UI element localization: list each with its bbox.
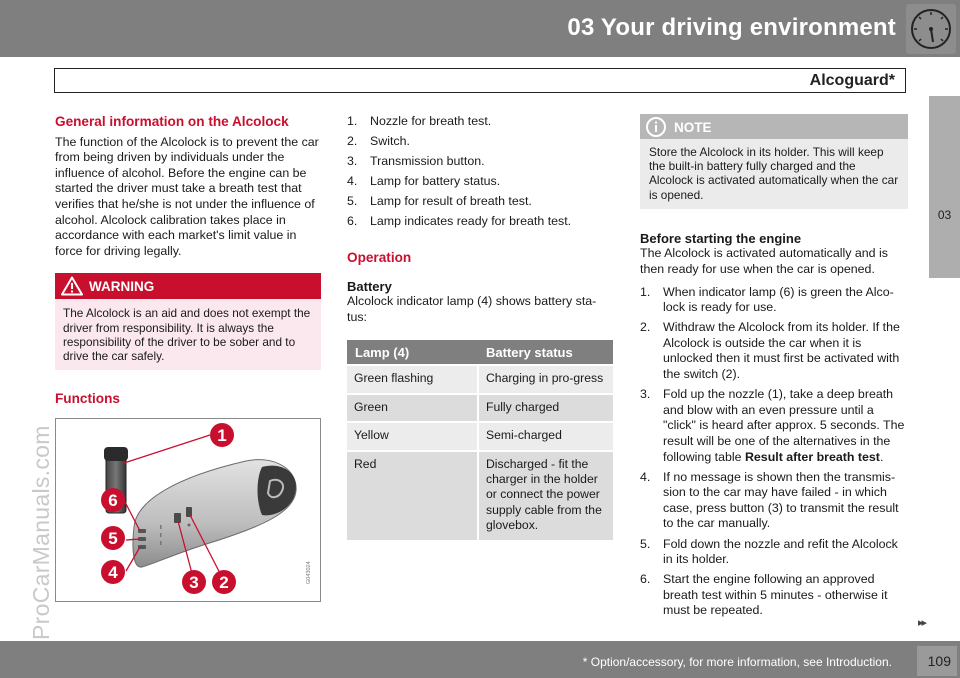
continue-arrow-icon: ▸▸ xyxy=(918,617,926,629)
page-number: 109 xyxy=(927,653,951,669)
note-header xyxy=(640,114,908,139)
battery-paragraph: Alcolock indicator lamp (4) shows battery sta-tus: xyxy=(347,294,597,324)
table-cell: Yellow xyxy=(347,422,478,450)
note-box xyxy=(640,114,908,209)
right-column xyxy=(640,114,908,623)
parts-list xyxy=(347,114,613,230)
list-item: 1. Nozzle for breath test. xyxy=(347,114,492,128)
left-column xyxy=(55,114,321,602)
footnote: * Option/accessory, for more information, see Introduction. xyxy=(582,655,892,669)
callout-2 xyxy=(212,570,236,594)
svg-text:1: 1 xyxy=(217,425,227,445)
table-cell: Fully charged xyxy=(478,394,613,422)
svg-text:3: 3 xyxy=(189,572,199,592)
image-code: G043024 xyxy=(306,561,312,584)
battery-heading: Battery xyxy=(347,278,392,294)
list-item: 4. If no message is shown then the transmis-sion to the car may have failed - in which case, press button (3) to transmit the result to the car manually. xyxy=(640,469,899,531)
table-row xyxy=(347,451,613,540)
steps-list xyxy=(640,285,908,619)
list-item: 4. Lamp for battery status. xyxy=(347,174,501,189)
table-header-cell: Lamp (4) xyxy=(347,340,478,365)
header-band xyxy=(0,0,960,57)
middle-column xyxy=(347,114,613,540)
list-item: 3. Fold up the nozzle (1), take a deep breath and blow with an even pressure until a "click" is heard after approx. 5 seconds. The result will be one of the alternatives in the following table Result after breath test. xyxy=(640,387,905,464)
list-item: 6. Lamp indicates ready for breath test. xyxy=(347,214,572,229)
speedometer-gauge-icon xyxy=(906,4,956,54)
callout-4 xyxy=(101,560,125,584)
table-cell: Charging in pro-gress xyxy=(478,365,613,393)
list-item: 6. Start the engine following an approved breath test within 5 minutes - otherwise it must be repeated. xyxy=(640,572,888,618)
table-cell: Green xyxy=(347,394,478,422)
table-row xyxy=(347,394,613,422)
functions-heading: Functions xyxy=(55,391,120,407)
svg-text:5: 5 xyxy=(108,528,118,548)
section-bar xyxy=(54,68,906,93)
svg-text:4: 4 xyxy=(108,562,118,582)
svg-text:2: 2 xyxy=(219,572,229,592)
side-tab-label: 03 xyxy=(937,208,952,222)
page-number-box xyxy=(917,646,957,676)
table-cell: Discharged - fit the charger in the holder or connect the power supply cable from the glovebox. xyxy=(478,451,613,540)
svg-text:6: 6 xyxy=(108,490,118,510)
table-cell: Red xyxy=(347,451,478,540)
table-cell: Semi-charged xyxy=(478,422,613,450)
list-item: 3. Transmission button. xyxy=(347,154,485,169)
before-starting-heading: Before starting the engine xyxy=(640,230,802,246)
list-item: 1. When indicator lamp (6) is green the Alco-lock is ready for use. xyxy=(640,284,894,315)
list-item: 2. Withdraw the Alcolock from its holder. If the Alcolock is outside the car when it is unlocked then it must first be activated with the switch (2). xyxy=(640,320,900,382)
callout-1 xyxy=(210,423,234,447)
operation-heading: Operation xyxy=(347,250,412,266)
table-header-row xyxy=(347,340,613,365)
intro-paragraph: The function of the Alcolock is to prevent the car from being driven by individuals under the influence of alcohol. Before the engine can be started the driver must take a breath test that verifies that he/she is not under the influence of alcohol. Alcolock calibration takes place in accordance with each market's limit value in force for driving legally. xyxy=(55,134,319,258)
table-row xyxy=(347,422,613,450)
section-title: Alcoguard* xyxy=(809,72,895,89)
chapter-side-tab xyxy=(929,96,960,278)
callout-6 xyxy=(101,488,125,512)
note-label: NOTE xyxy=(674,120,712,135)
list-item: 5. Lamp for result of breath test. xyxy=(347,194,532,209)
warning-text: The Alcolock is an aid and does not exempt the driver from responsibility. It is always the responsibility of the driver to be sober and to drive the car safely. xyxy=(63,306,311,363)
table-row xyxy=(347,365,613,393)
list-item: 2. Switch. xyxy=(347,134,410,149)
note-text: Store the Alcolock in its holder. This will keep the built-in battery fully charged and the Alcolock is activated automatically when the car is opened. xyxy=(649,145,899,202)
before-starting-paragraph: The Alcolock is activated automatically and is then ready for use when the car is opened. xyxy=(640,246,888,276)
callout-3 xyxy=(182,570,206,594)
warning-triangle-icon xyxy=(61,276,83,296)
callout-5 xyxy=(101,526,125,550)
chapter-title: 03 Your driving environment xyxy=(567,14,896,41)
list-item: 5. Fold down the nozzle and refit the Alcolock in its holder. xyxy=(640,536,898,567)
footer-band xyxy=(0,641,960,678)
watermark: ProCarManuals.com xyxy=(28,425,54,640)
general-info-heading: General information on the Alcolock xyxy=(55,114,289,129)
warning-box xyxy=(55,273,321,370)
info-icon xyxy=(645,116,667,138)
warning-label: WARNING xyxy=(89,279,155,295)
table-header-cell: Battery status xyxy=(478,340,613,365)
warning-header xyxy=(55,273,321,299)
table-cell: Green flashing xyxy=(347,365,478,393)
alcolock-illustration xyxy=(55,418,321,602)
battery-status-table xyxy=(347,340,613,539)
